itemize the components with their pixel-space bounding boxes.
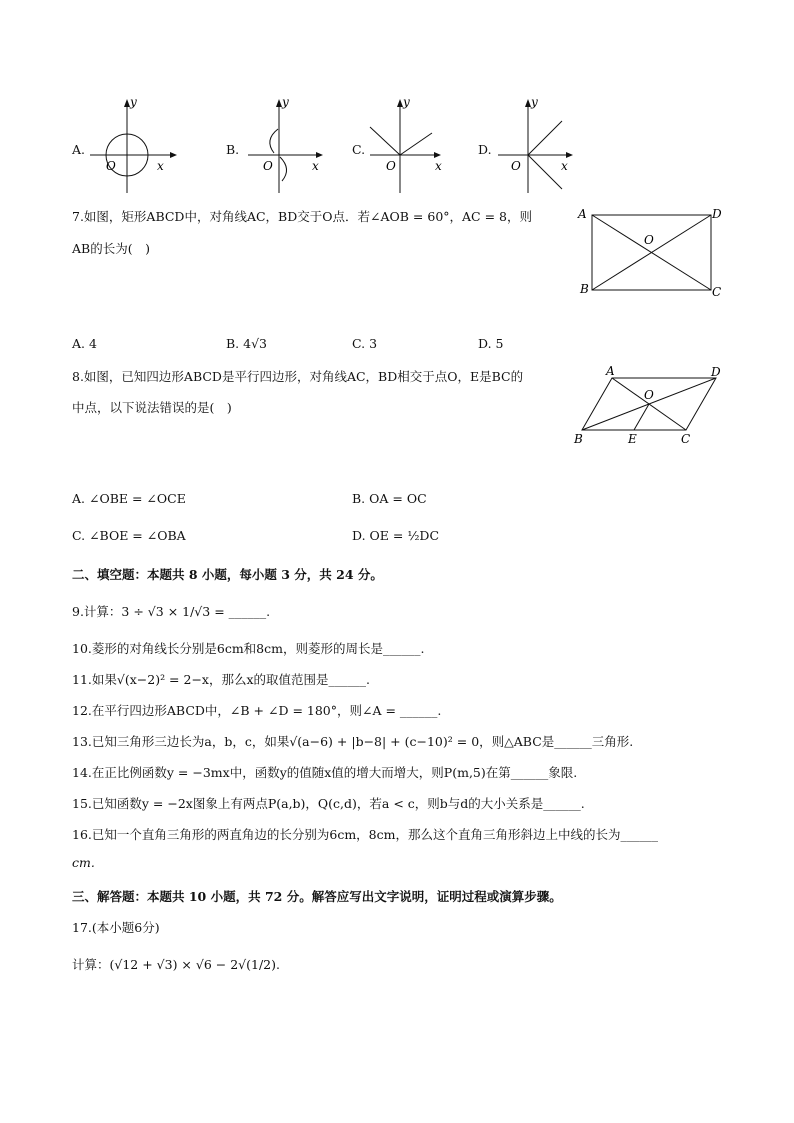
q8-label-d: D: [711, 365, 721, 379]
graph-b-hyperbola: [236, 95, 356, 195]
graph-c-lines: [362, 95, 482, 195]
section-2-heading: 二、填空题：本题共 8 小题，每小题 3 分，共 24 分。: [72, 567, 383, 582]
q8-label-a: A: [606, 364, 615, 378]
q11: 11.如果√(x−2)² = 2−x，那么x的取值范围是______.: [72, 672, 371, 687]
graph-a-x: x: [157, 159, 164, 173]
graph-options: [60, 95, 600, 195]
graph-option-b-label: B.: [226, 142, 240, 157]
q8-label-o: O: [644, 388, 654, 402]
q8-label-e: E: [628, 432, 637, 446]
svg-text:y: y: [531, 95, 538, 109]
svg-text:O: O: [511, 159, 521, 173]
q9: 9.计算：3 ÷ √3 × 1/√3 = ______.: [72, 604, 271, 619]
q7-option-c: C. 3: [352, 336, 378, 351]
q16: 16.已知一个直角三角形的两直角边的长分别为6cm，8cm，那么这个直角三角形斜边上中线的长为______: [72, 827, 658, 842]
q8-option-c: C. ∠BOE = ∠OBA: [72, 528, 186, 543]
q17-text: 计算：(√12 + √3) × √6 − 2√(1/2).: [72, 957, 280, 972]
q7-label-c: C: [712, 285, 722, 299]
q8-label-b: B: [574, 432, 583, 446]
graph-a-circle: [82, 95, 202, 195]
q8-text-line2: 中点，以下说法错误的是( ): [72, 400, 232, 415]
q14: 14.在正比例函数y = −3mx中，函数y的值随x值的增大而增大，则P(m,5)在第______象限.: [72, 765, 578, 780]
svg-text:O: O: [263, 159, 273, 173]
q7-label-a: A: [578, 207, 587, 221]
q7-label-o: O: [644, 233, 654, 247]
q17-title: 17.(本小题6分): [72, 920, 160, 935]
q13: 13.已知三角形三边长为a，b，c，如果√(a−6) + |b−8| + (c−10)² = 0，则△ABC是______三角形.: [72, 734, 634, 749]
graph-option-d-label: D.: [478, 142, 492, 157]
q7-label-b: B: [580, 282, 589, 296]
q7-text-line2: AB的长为( ): [72, 241, 150, 256]
q16-unit: cm.: [72, 855, 95, 870]
graph-option-c-label: C.: [352, 142, 366, 157]
graph-option-a-label: A.: [72, 142, 86, 157]
q10: 10.菱形的对角线长分别是6cm和8cm，则菱形的周长是______.: [72, 641, 425, 656]
svg-text:O: O: [386, 159, 396, 173]
q15: 15.已知函数y = −2x图象上有两点P(a,b)，Q(c,d)，若a < c，则b与d的大小关系是______.: [72, 796, 585, 811]
q7-option-b: B. 4√3: [226, 336, 268, 351]
svg-text:y: y: [282, 95, 289, 109]
q7-rectangle-figure: [572, 204, 732, 304]
svg-text:y: y: [403, 95, 410, 109]
q7-option-d: D. 5: [478, 336, 504, 351]
q8-option-d: D. OE = ½DC: [352, 528, 440, 543]
svg-text:x: x: [561, 159, 568, 173]
section-3-heading: 三、解答题：本题共 10 小题，共 72 分。解答应写出文字说明，证明过程或演算步骤。: [72, 889, 562, 904]
graph-a-o: O: [106, 159, 116, 173]
q7-option-a: A. 4: [72, 336, 97, 351]
graph-a-y: y: [130, 95, 137, 109]
q7-text-line1: 7.如图，矩形ABCD中，对角线AC，BD交于O点．若∠AOB = 60°，AC = 8，则: [72, 209, 532, 224]
q7-label-d: D: [712, 207, 722, 221]
svg-text:x: x: [312, 159, 319, 173]
q8-option-b: B. OA = OC: [352, 491, 427, 506]
q8-parallelogram-figure: [570, 362, 730, 452]
q8-option-a: A. ∠OBE = ∠OCE: [72, 491, 186, 506]
q8-text-line1: 8.如图，已知四边形ABCD是平行四边形，对角线AC，BD相交于点O，E是BC的: [72, 369, 524, 384]
graph-d-lines: [490, 95, 610, 195]
svg-text:x: x: [435, 159, 442, 173]
q8-label-c: C: [681, 432, 691, 446]
q12: 12.在平行四边形ABCD中，∠B + ∠D = 180°，则∠A = ______.: [72, 703, 442, 718]
